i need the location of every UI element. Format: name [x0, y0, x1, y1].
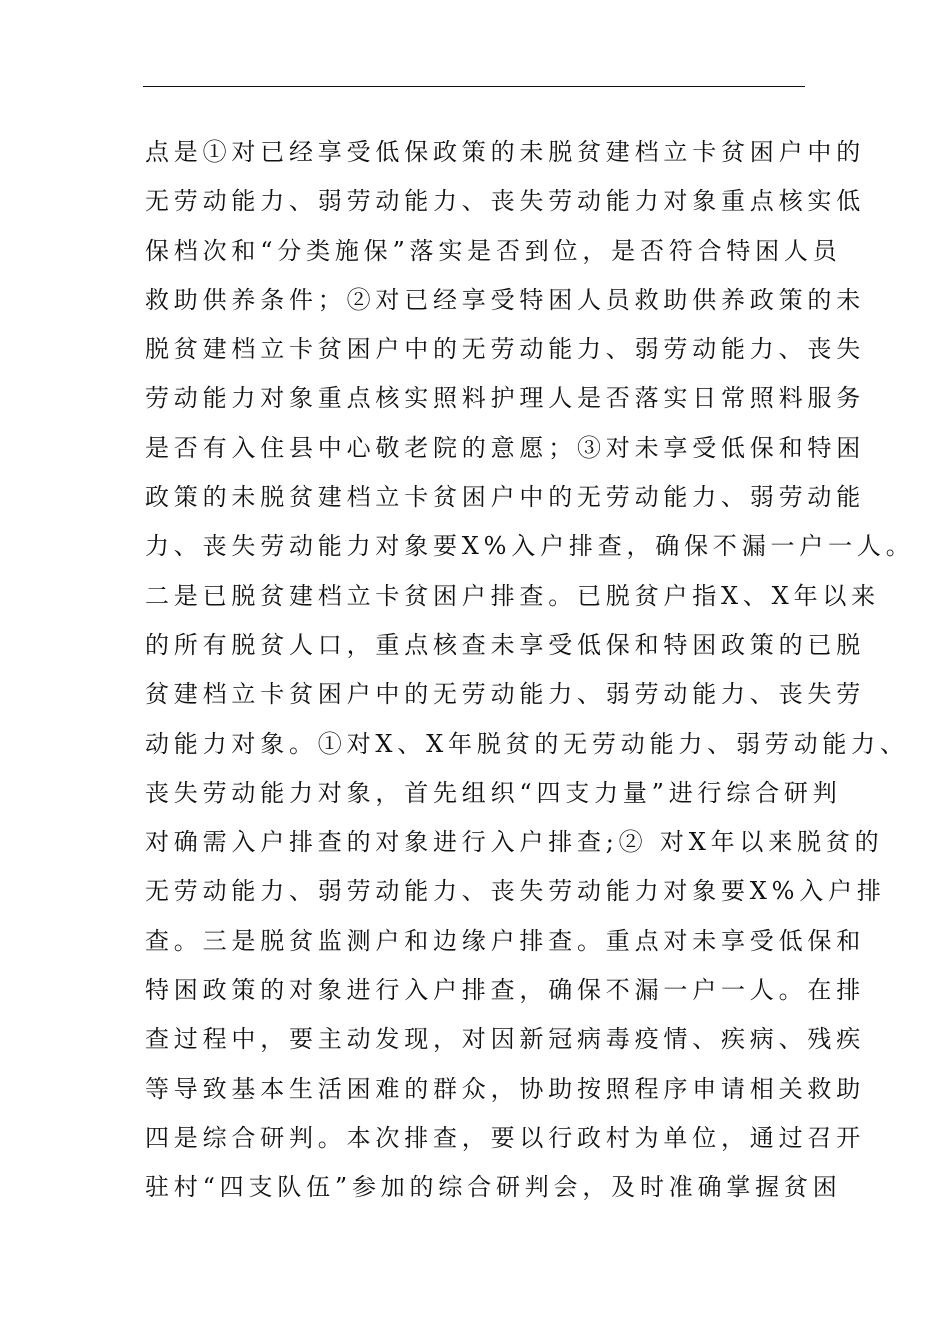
text-line: 力、丧失劳动能力对象要X%入户排查，确保不漏一户一人。 [145, 532, 915, 561]
text-line: 贫建档立卡贫困户中的无劳动能力、弱劳动能力、丧失劳 [145, 680, 865, 709]
text-line: 查过程中，要主动发现，对因新冠病毒疫情、疾病、残疾 [145, 1025, 865, 1054]
text-line: 四是综合研判。本次排查，要以行政村为单位，通过召开 [145, 1123, 865, 1152]
text-line: 特困政策的对象进行入户排查，确保不漏一户一人。在排 [145, 976, 865, 1005]
text-line: 查。三是脱贫监测户和边缘户排查。重点对未享受低保和 [145, 926, 865, 955]
text-line: 等导致基本生活困难的群众，协助按照程序申请相关救助 [145, 1074, 865, 1103]
header-rule [143, 86, 805, 87]
text-line: 的所有脱贫人口，重点核查未享受低保和特困政策的已脱 [145, 630, 865, 659]
text-line: 是否有入住县中心敬老院的意愿；③对未享受低保和特困 [145, 433, 865, 462]
text-line: 政策的未脱贫建档立卡贫困户中的无劳动能力、弱劳动能 [145, 483, 865, 512]
text-line: 丧失劳动能力对象，首先组织“四支力量”进行综合研判 [145, 778, 842, 807]
text-line: 二是已脱贫建档立卡贫困户排查。已脱贫户指X、X年以来 [145, 581, 880, 610]
text-line: 点是①对已经享受低保政策的未脱贫建档立卡贫困户中的 [145, 138, 865, 166]
text-line: 动能力对象。①对X、X年脱贫的无劳动能力、弱劳动能力、 [145, 729, 909, 758]
text-line: 无劳动能力、弱劳动能力、丧失劳动能力对象要X%入户排 [145, 877, 886, 906]
text-line: 对确需入户排查的对象进行入户排查;② 对X年以来脱贫的 [145, 828, 884, 857]
body-text [145, 128, 915, 1213]
text-line: 无劳动能力、弱劳动能力、丧失劳动能力对象重点核实低 [145, 187, 865, 216]
text-line: 劳动能力对象重点核实照料护理人是否落实日常照料服务 [145, 384, 865, 413]
text-line: 脱贫建档立卡贫困户中的无劳动能力、弱劳动能力、丧失 [145, 335, 865, 364]
text-line: 救助供养条件；②对已经享受特困人员救助供养政策的未 [145, 285, 865, 314]
text-line: 保档次和“分类施保”落实是否到位，是否符合特困人员 [145, 236, 842, 265]
text-line: 驻村“四支队伍”参加的综合研判会，及时准确掌握贫困 [145, 1173, 842, 1202]
